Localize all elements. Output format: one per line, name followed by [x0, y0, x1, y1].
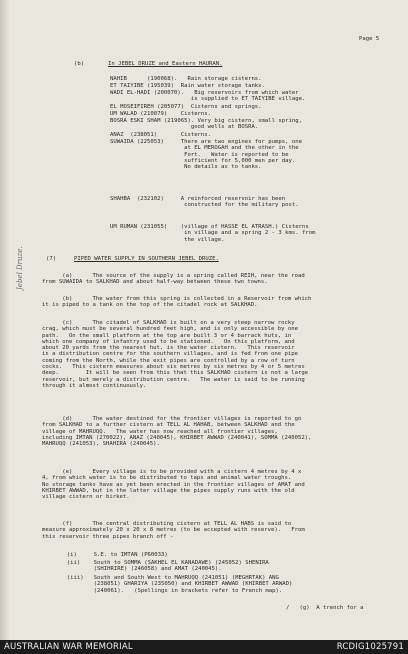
entry-um-walad: UM WALAD (210079) Cisterns. [110, 111, 212, 117]
archive-name: AUSTRALIAN WAR MEMORIAL [4, 642, 133, 652]
entry-suwaida: SUWAIDA (225053) There are two engines for pumps, one at EL MEROGAH and the other in the Fort. Water is reported to be sufficient for 5,000 men per day. No details as to tanks. [110, 139, 302, 171]
entry-shahba: SHAHBA (232102) A reinforced reservoir has been constructed for the military post. [110, 196, 299, 209]
paragraph-d: (d) The water destined for the frontier villages is reported to go from SALKHAD to a further cistern at TELL AL HAHAB, between SALKHAD and the village of MAHRUQQ. The water has now reached all frontier villages, including IMTAN (270022), ANAZ (240045), KHIRBET AWWAD (240041), SOMMA (240052), MAHRUQQ (241053), SHAHIRA (240045). [42, 416, 312, 448]
section-7-label: (7) [46, 256, 57, 262]
page-edge-shadow [0, 0, 10, 640]
entry-bosra: BOSRA ESKI SHAM (219065). Very big cistern, small spring, good wells at BOSRA. [110, 118, 302, 131]
entry-el-moseifireh: EL MOSEIFIREH (205077) Cisterns and springs. [110, 104, 262, 110]
archive-reference: RCDIG1025791 [336, 642, 404, 652]
paragraph-e: (e) Every village is to be provided with a cistern 4 metres by 4 x 4, from which water is to be distributed to taps and animal water troughs. No storage tanks have as yet been erected in the frontier villages of AMAT and KHIRBET AWWAD, but in the latter village the pipes supply runs with the old village cistern or birket. [42, 469, 305, 501]
entry-nahib: NAHIB (190068). Rain storage cisterns. [110, 76, 262, 82]
page-number: Page 5 [359, 36, 380, 42]
paragraph-b: (b) The water from this spring is collected in a Reservoir from which it is piped to a tank on the top of the citadel rock at SALKHAD. [42, 296, 312, 309]
entry-um-ruman: UM RUMAN (231055) (village of HASSE EL ATRASH.) Cisterns in village and a spring 2 - 3 kms. from the village. [110, 224, 316, 243]
paragraph-f: (f) The central distributing cistern at TELL AL HABS is said to measure approximately 20 x 20 x 8 metres (to be accepted with reserve). From this reservoir three pipes branch off - [42, 521, 305, 540]
margin-handwritten-note: Jebel Druze. [16, 246, 24, 290]
continuation-line: / (g) A trench for a [286, 605, 364, 611]
entry-wadi-el-hadi: WADI EL-HADI (200070). Big reservoirs from which water is supplied to ET TAIYIBE village. [110, 90, 306, 103]
branch-i: (i) S.E. to IMTAN (P60033) [60, 552, 168, 558]
section-7-heading: PIPED WATER SUPPLY IN SOUTHERN JEBEL DRUZE. [74, 256, 219, 262]
section-b-label: (b) [74, 61, 85, 67]
branch-iii: (iii) South and South West to MAHRUQQ (241051) (MEGHRTAK) ANG (238051) GHARIYA (235050) and KHIRBET AWWAD (KHIRBET ARWAD) (240061). (Spellings in brackets refer to French map). [66, 575, 293, 594]
paragraph-a: (a) The source of the supply is a spring called REIH, near the road from SUWAIDA to SALKHAD and about half-way between these two towns. [42, 273, 305, 286]
archive-footer-bar [0, 640, 408, 654]
entry-et-taiyibe: ET TAIYIBE (195039) Rain water storage tanks. [110, 83, 265, 89]
paragraph-c: (c) The citadel of SALKHAD is built on a very steep narrow rocky crag, which must be several hundred feet high, and is only accessible by one path. On the small platform at the top are built 3 or 4 barrack huts, in which one company of infantry used to be stationed. On this platform, and about 20 yards from the nearest hut, is the water cistern. This reservoir is a distribution centre for the southern villages, and is fed from one pipe coming from the North, while the exit pipes are controlled by a row of turn cocks. This cistern measures about six metres by six metres by 4 or 5 metres deep. It will be seen from this that this SALKHAD cistern is not a large reservoir, but merely a distribution centre. The water is said to be running through it almost continuously. [42, 320, 309, 389]
entry-anaz: ANAZ (238051) Cisterns. [110, 132, 212, 138]
section-b-heading: In JEBEL DRUZE and Eastern HAURAN. [108, 61, 223, 67]
branch-ii: (ii) South to SOMMA (SAKHEL EL KANADAWE) (245052) SHENIRA (SHIHRIRE) (246058) and AMAT (240045). [66, 560, 269, 573]
